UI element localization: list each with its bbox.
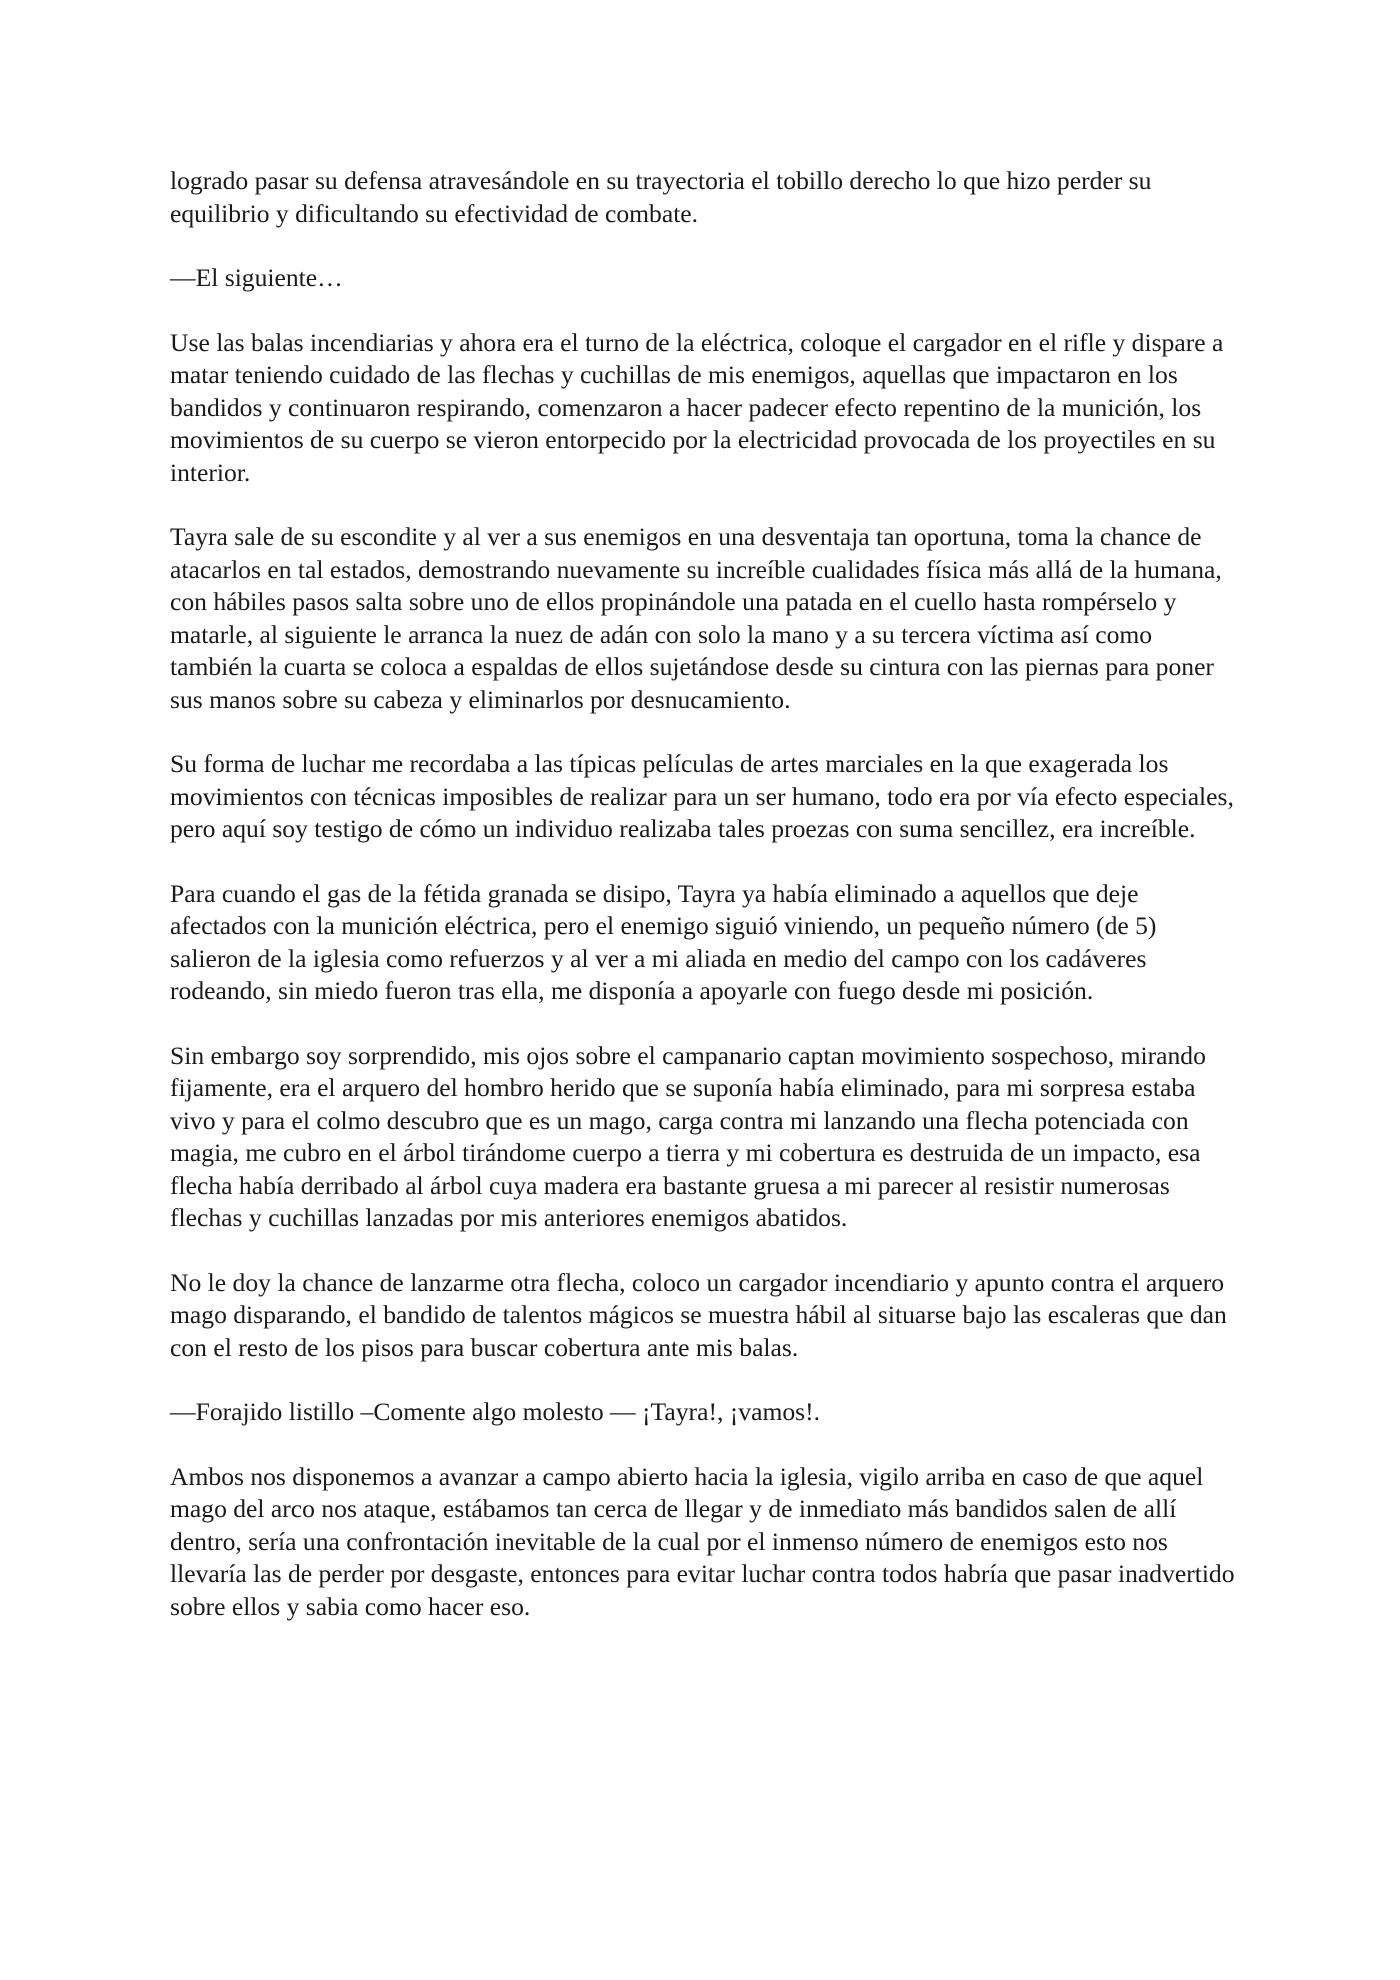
paragraph: Use las balas incendiarias y ahora era el turno de la eléctrica, coloque el cargador en el rifle y dispare a matar teniendo cuidado de las flechas y cuchillas de mis enemigos, aquellas que impactaron en los bandidos y continuaron respirando, comenzaron a hacer padecer efecto repentino de la munición, los movimientos de su cuerpo se vieron entorpecido por la electricidad provocada de los proyectiles en su interior.	[170, 327, 1224, 487]
paragraph: Tayra sale de su escondite y al ver a sus enemigos en una desventaja tan oportuna, toma la chance de atacarlos en tal estados, demostrando nuevamente su increíble cualidades física más allá de la humana, con hábiles pasos salta sobre uno de ellos propinándole una patada en el cuello hasta rompérselo y matarle, al siguiente le arranca la nuez de adán con solo la mano y a su tercera víctima así como también la cuarta se coloca a espaldas de ellos sujetándose desde su cintura con las piernas para poner sus manos sobre su cabeza y eliminarlos por desnucamiento.	[170, 522, 1222, 714]
paragraph: Ambos nos disponemos a avanzar a campo abierto hacia la iglesia, vigilo arriba en caso de que aquel mago del arco nos ataque, estábamos tan cerca de llegar y de inmediato más bandidos salen de allí dentro, sería una confrontación inevitable de la cual por el inmenso número de enemigos esto nos llevaría las de perder por desgaste, entonces para evitar luchar contra todos habría que pasar inadvertido sobre ellos y sabia como hacer eso.	[170, 1461, 1235, 1621]
document-body	[170, 165, 1240, 1655]
dialogue-line: —El siguiente…	[170, 263, 343, 292]
paragraph: Su forma de luchar me recordaba a las típicas películas de artes marciales en la que exagerada los movimientos con técnicas imposibles de realizar para un ser humano, todo era por vía efecto especiales, pero aquí soy testigo de cómo un individuo realizaba tales proezas con suma sencillez, era increíble.	[170, 749, 1234, 843]
dialogue-line: —Forajido listillo –Comente algo molesto — ¡Tayra!, ¡vamos!.	[170, 1397, 821, 1426]
paragraph: Sin embargo soy sorprendido, mis ojos sobre el campanario captan movimiento sospechoso, mirando fijamente, era el arquero del hombro herido que se suponía había eliminado, para mi sorpresa estaba vivo y para el colmo descubro que es un mago, carga contra mi lanzando una flecha potenciada con magia, me cubro en el árbol tirándome cuerpo a tierra y mi cobertura es destruida de un impacto, esa flecha había derribado al árbol cuya madera era bastante gruesa a mi parecer al resistir numerosas flechas y cuchillas lanzadas por mis anteriores enemigos abatidos.	[170, 1040, 1206, 1232]
paragraph: No le doy la chance de lanzarme otra flecha, coloco un cargador incendiario y apunto contra el arquero mago disparando, el bandido de talentos mágicos se muestra hábil al situarse bajo las escaleras que dan con el resto de los pisos para buscar cobertura ante mis balas.	[170, 1267, 1227, 1362]
paragraph: logrado pasar su defensa atravesándole en su trayectoria el tobillo derecho lo que hizo perder su equilibrio y dificultando su efectividad de combate.	[170, 166, 1152, 228]
paragraph: Para cuando el gas de la fétida granada se disipo, Tayra ya había eliminado a aquellos que deje afectados con la munición eléctrica, pero el enemigo siguió viniendo, un pequeño número (de 5) salieron de la iglesia como refuerzos y al ver a mi aliada en medio del campo con los cadáveres rodeando, sin miedo fueron tras ella, me disponía a apoyarle con fuego desde mi posición.	[170, 878, 1157, 1005]
